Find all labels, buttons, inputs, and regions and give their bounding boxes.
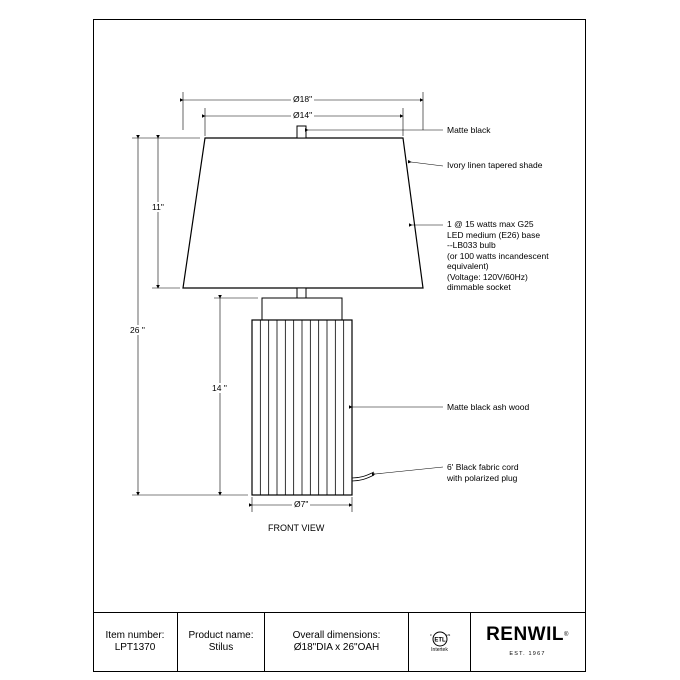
intertek-label: Intertek: [431, 647, 448, 653]
item-number-label: Item number:: [105, 630, 165, 641]
cord-line: with polarized plug: [447, 472, 518, 483]
product-name-cell: [178, 613, 264, 671]
bulb-line: LED medium (E26) base: [447, 229, 541, 240]
svg-text:c: c: [429, 633, 432, 637]
brand-logo: RENWIL®: [486, 623, 569, 645]
bulb-line: (Voltage: 120V/60Hz): [447, 271, 528, 282]
title-block: [93, 612, 586, 672]
brand-tagline: EST. 1967: [509, 650, 546, 657]
dim-base-height: 14 ": [212, 383, 227, 393]
bulb-line: 1 @ 15 watts max G25: [447, 219, 534, 229]
svg-text:us: us: [446, 633, 450, 637]
product-name-label: Product name:: [188, 630, 254, 641]
brand-cell: [471, 613, 584, 671]
dim-base-dia: Ø7": [294, 499, 309, 509]
dim-shade-top-dia: Ø14": [293, 110, 313, 120]
callout-bulb: [447, 219, 549, 293]
overall-dimensions-value: Ø18"DIA x 26"OAH: [293, 642, 380, 653]
dim-shade-bottom-dia: Ø18": [293, 94, 313, 104]
lamp-neck: [262, 298, 342, 320]
callout-cord: [447, 462, 519, 483]
finial: [297, 126, 306, 138]
dim-shade-height: 11": [152, 202, 164, 212]
item-number-cell: [93, 613, 177, 671]
callout-shade: Ivory linen tapered shade: [447, 160, 543, 170]
lamp-shade: [183, 138, 423, 288]
product-name-value: Stilus: [208, 642, 234, 653]
overall-dimensions-cell: [265, 613, 408, 671]
view-label: FRONT VIEW: [268, 523, 325, 533]
bulb-line: dimmable socket: [447, 282, 511, 292]
callout-finial: Matte black: [447, 125, 491, 135]
bulb-line: --LB033 bulb: [447, 240, 496, 250]
item-number-value: LPT1370: [114, 642, 156, 653]
etl-mark-icon: [429, 631, 451, 647]
bulb-line: equivalent): [447, 261, 489, 271]
overall-dimensions-label: Overall dimensions:: [292, 630, 381, 641]
brand-name: RENWIL: [486, 623, 564, 645]
callout-body: Matte black ash wood: [447, 402, 530, 412]
etl-mark-text: ETL: [433, 637, 446, 644]
dim-overall-height: 26 ": [130, 325, 145, 335]
certification-cell: [409, 613, 470, 671]
socket: [297, 288, 306, 298]
bulb-line: (or 100 watts incandescent: [447, 250, 549, 261]
power-cord: [352, 472, 374, 478]
cord-line: 6' Black fabric cord: [447, 462, 519, 472]
